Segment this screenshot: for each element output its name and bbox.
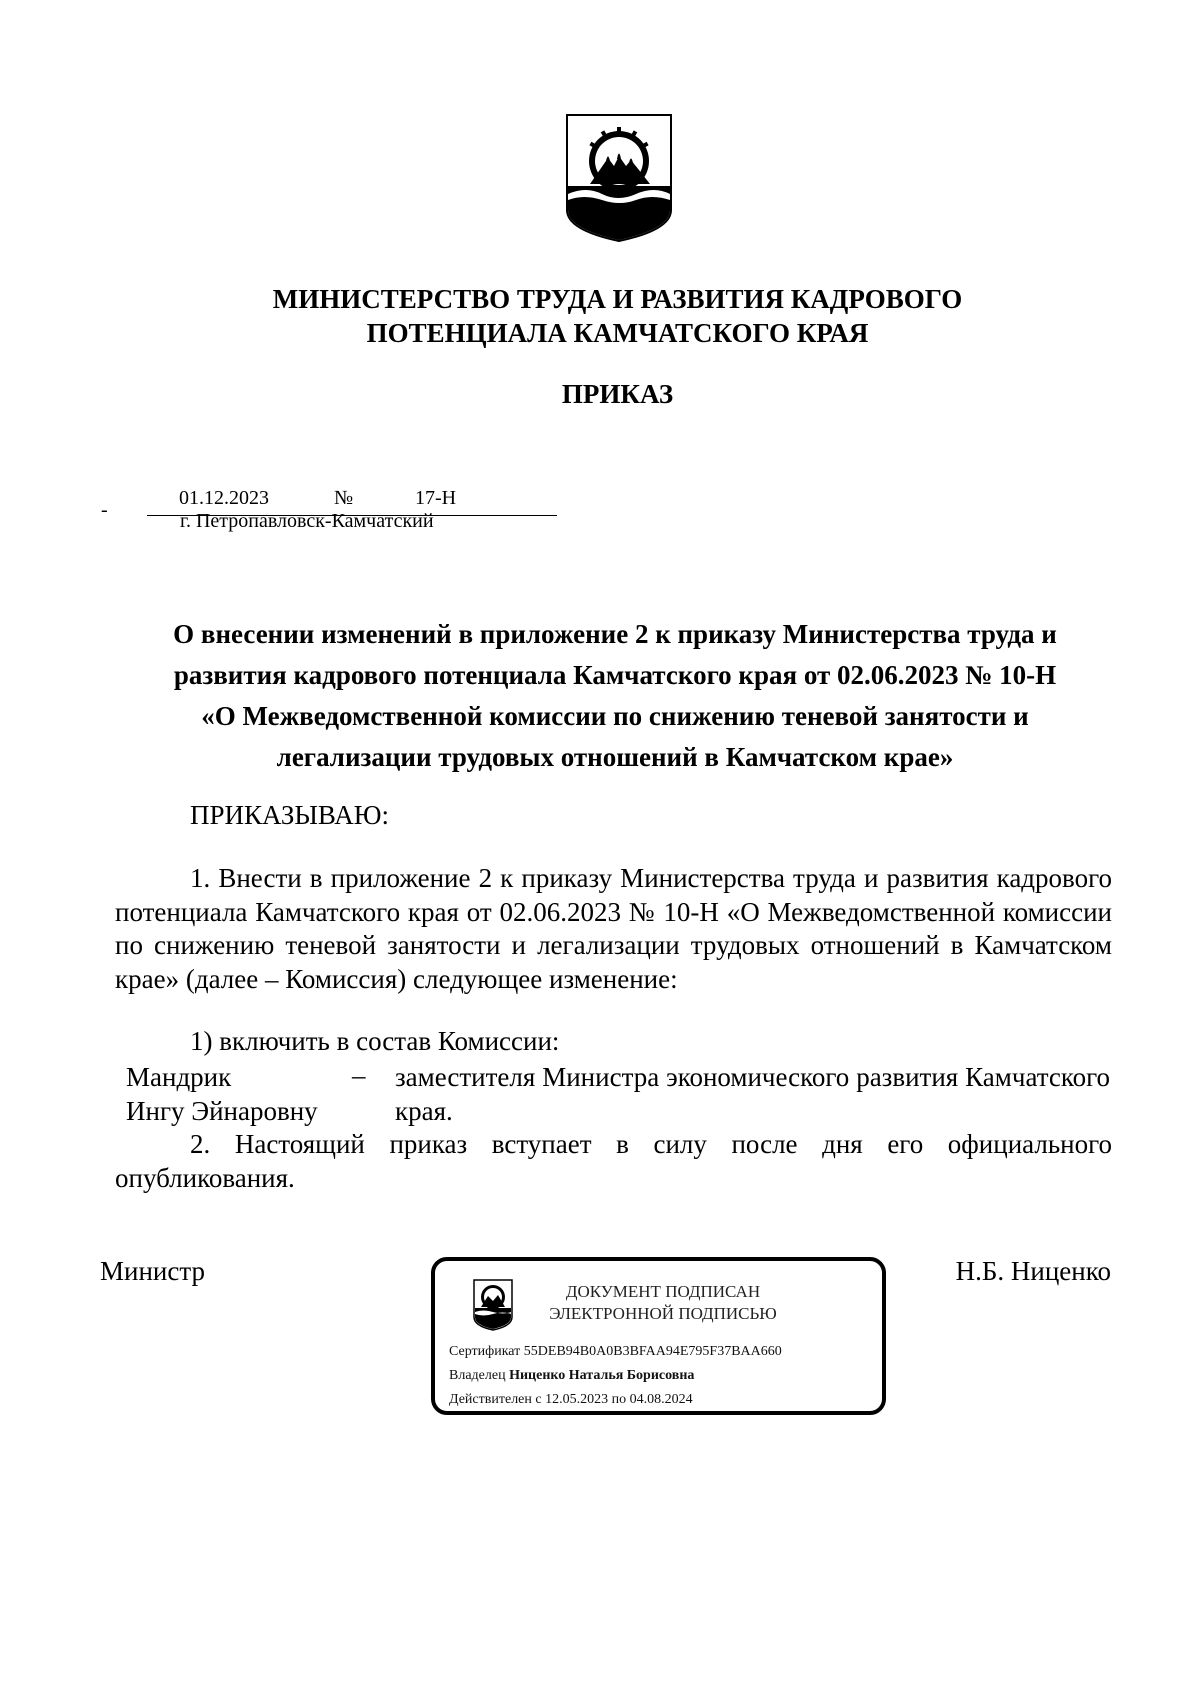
member-first-name: Ингу Эйнаровну	[126, 1096, 318, 1126]
order-subject	[120, 614, 1110, 778]
stamp-owner-row	[449, 1364, 782, 1388]
paragraph-1-item-1: 1) включить в состав Комиссии:	[190, 1026, 560, 1056]
member-surname: Мандрик	[126, 1062, 232, 1092]
member-name	[126, 1060, 318, 1128]
validity-label: Действителен	[449, 1392, 532, 1407]
validity-from-date: 12.05.2023	[545, 1392, 609, 1407]
stamp-heading-line-1: ДОКУМЕНТ ПОДПИСАН	[565, 1282, 761, 1301]
subject-line-2: развития кадрового потенциала Камчатского края от 02.06.2023 № 10-Н	[173, 660, 1057, 690]
subject-line-4: легализации трудовых отношений в Камчатском крае»	[276, 742, 954, 772]
paragraph-1: 1. Внести в приложение 2 к приказу Министерства труда и развития кадрового потенциала Камчатского края от 02.06.2023 № 10-Н «О Межведомственной комиссии по снижению теневой занятости и легализации трудовых отношений в Камчатском крае» (далее – Комиссия) следующее изменение:	[115, 863, 1112, 994]
member-position: заместителя Министра экономического развития Камчатского края.	[395, 1062, 1110, 1126]
certificate-value: 55DEB94B0A0B3BFAA94E795F37BAA660	[523, 1344, 782, 1359]
order-number: 17-Н	[415, 487, 457, 509]
stamp-certificate-row	[449, 1340, 782, 1364]
signatory-title: Министр	[100, 1256, 205, 1286]
order-word: ПРИКАЗЫВАЮ:	[190, 800, 389, 830]
stamp-heading-line-2: ЭЛЕКТРОННОЙ ПОДПИСЬЮ	[549, 1304, 777, 1323]
electronic-signature-stamp	[431, 1257, 886, 1415]
coat-of-arms-icon	[566, 114, 672, 242]
stamp-heading	[533, 1281, 793, 1325]
order-date: 01.12.2023	[179, 487, 269, 509]
validity-from-word: с	[535, 1392, 542, 1407]
signatory-name: Н.Б. Ниценко	[955, 1256, 1111, 1286]
document-type: ПРИКАЗ	[561, 379, 674, 409]
stamp-coat-of-arms-icon	[473, 1279, 513, 1331]
validity-to-word: по	[611, 1392, 627, 1407]
certificate-label: Сертификат	[449, 1344, 521, 1359]
ministry-name	[150, 282, 1085, 350]
city: г. Петропавловск-Камчатский	[180, 510, 434, 532]
subject-line-1: О внесении изменений в приложение 2 к приказу Министерства труда и	[173, 619, 1057, 649]
stamp-details	[449, 1340, 782, 1412]
subject-line-3: «О Межведомственной комиссии по снижению теневой занятости и	[201, 701, 1029, 731]
member-dash: –	[352, 1060, 366, 1090]
margin-tick: -	[101, 499, 108, 521]
owner-label: Владелец	[449, 1368, 506, 1383]
owner-value: Ниценко Наталья Борисовна	[509, 1368, 695, 1383]
validity-to-date: 04.08.2024	[629, 1392, 693, 1407]
number-sign: №	[334, 487, 354, 509]
stamp-validity-row	[449, 1388, 782, 1412]
paragraph-2: 2. Настоящий приказ вступает в силу после дня его официального опубликования.	[115, 1129, 1112, 1193]
ministry-line-2: ПОТЕНЦИАЛА КАМЧАТСКОГО КРАЯ	[366, 318, 869, 348]
ministry-line-1: МИНИСТЕРСТВО ТРУДА И РАЗВИТИЯ КАДРОВОГО	[272, 284, 963, 314]
